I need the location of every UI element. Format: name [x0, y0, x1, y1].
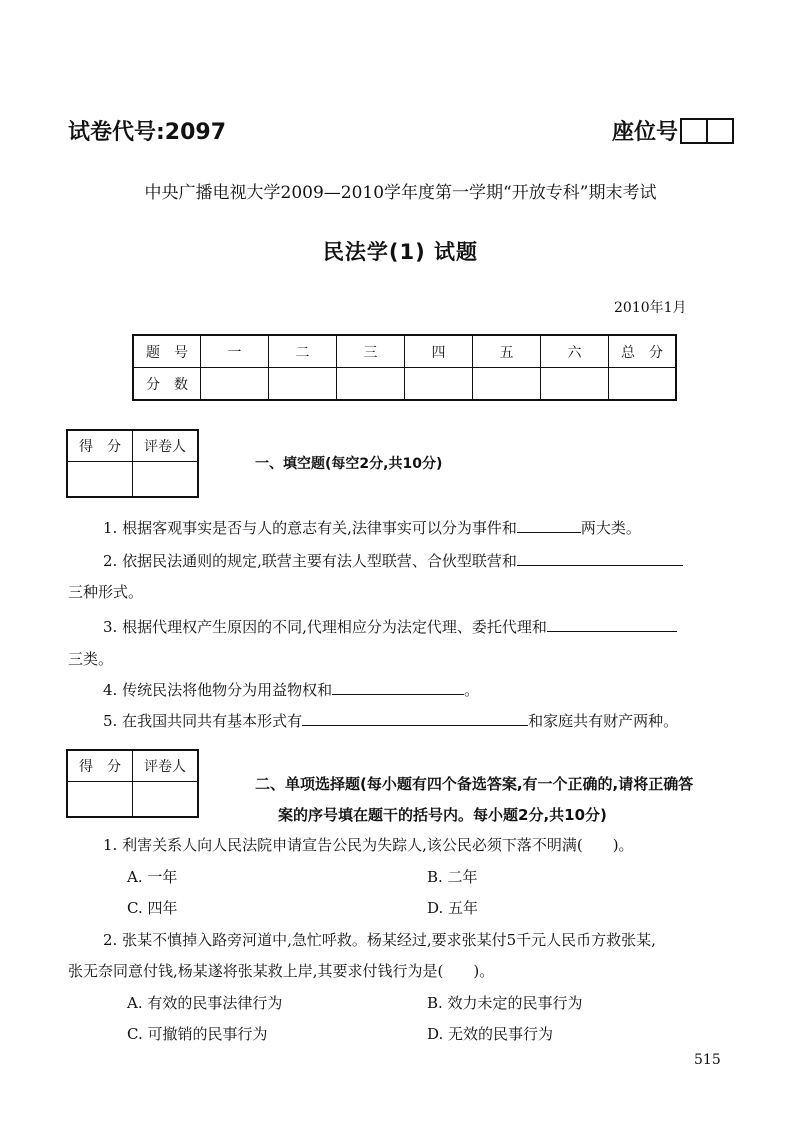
answer-blank[interactable] [517, 551, 683, 566]
s2-question-2-line1: 2. 张某不慎掉入路旁河道中,急忙呼救。杨某经过,要求张某付5千元人民币方救张某, [103, 931, 656, 949]
score-cell[interactable] [337, 368, 405, 401]
s2-q2-option-d[interactable]: D. 无效的民事行为 [427, 1025, 554, 1043]
exam-title: 民法学(1) 试题 [322, 240, 479, 264]
s2-q1-option-b[interactable]: B. 二年 [427, 868, 478, 886]
s2-question-2-line2: 张无奈同意付钱,杨某遂将张某救上岸,其要求付钱行为是( )。 [68, 962, 495, 980]
s2-q1-option-d[interactable]: D. 五年 [427, 899, 479, 917]
section1-title: 一、填空题(每空2分,共10分) [255, 456, 443, 472]
grader-box-1 [66, 429, 199, 498]
exam-header: 中央广播电视大学2009—2010学年度第一学期“开放专科”期末考试 [144, 183, 657, 203]
score-table-cell: 分 数 [133, 368, 201, 401]
grader-score-label: 得 分 [67, 430, 133, 462]
score-table-cell: 四 [405, 335, 473, 368]
score-table-cell: 一 [201, 335, 269, 368]
page-number: 515 [694, 1052, 721, 1068]
s1-question-5: 5. 在我国共同共有基本形式有 和家庭共有财产两种。 [103, 712, 679, 730]
grader-reviewer-label: 评卷人 [133, 750, 199, 782]
s2-q1-option-a[interactable]: A. 一年 [127, 868, 178, 886]
score-cell[interactable] [405, 368, 473, 401]
score-table-header-row [133, 335, 676, 368]
s2-q2-option-b[interactable]: B. 效力未定的民事行为 [427, 994, 583, 1012]
score-cell[interactable] [201, 368, 269, 401]
paper-code: 试卷代号:2097 [68, 120, 227, 145]
s1-question-3: 3. 根据代理权产生原因的不同,代理相应分为法定代理、委托代理和 [103, 617, 677, 636]
score-cell[interactable] [473, 368, 541, 401]
score-table-score-row [133, 368, 676, 401]
score-table-cell: 题 号 [133, 335, 201, 368]
score-table-cell: 五 [473, 335, 541, 368]
seat-label: 座位号 [612, 120, 679, 145]
answer-blank[interactable] [302, 711, 528, 726]
score-cell[interactable] [541, 368, 609, 401]
seat-number [612, 115, 734, 146]
answer-blank[interactable] [547, 617, 677, 632]
exam-date: 2010年1月 [614, 300, 687, 316]
answer-blank[interactable] [332, 680, 464, 695]
section2-title-line2: 案的序号填在题干的括号内。每小题2分,共10分) [278, 806, 607, 824]
score-table-cell: 六 [541, 335, 609, 368]
score-table-cell: 三 [337, 335, 405, 368]
grader-reviewer-cell[interactable] [133, 462, 199, 498]
score-cell[interactable] [609, 368, 677, 401]
score-table-cell: 总 分 [609, 335, 677, 368]
grader-reviewer-cell[interactable] [133, 782, 199, 818]
section2-title-line1: 二、单项选择题(每小题有四个备选答案,有一个正确的,请将正确答 [255, 775, 694, 793]
s1-question-2-cont: 三种形式。 [68, 583, 144, 601]
grader-score-cell[interactable] [67, 782, 133, 818]
score-table-cell: 二 [269, 335, 337, 368]
s2-q1-option-c[interactable]: C. 四年 [127, 899, 178, 917]
answer-blank[interactable] [517, 518, 581, 533]
score-cell[interactable] [269, 368, 337, 401]
score-table [132, 334, 677, 401]
s2-question-1: 1. 利害关系人向人民法院申请宣告公民为失踪人,该公民必须下落不明满( )。 [103, 836, 634, 854]
s1-question-2: 2. 依据民法通则的规定,联营主要有法人型联营、合伙型联营和 [103, 551, 683, 570]
grader-reviewer-label: 评卷人 [133, 430, 199, 462]
s2-q2-option-a[interactable]: A. 有效的民事法律行为 [127, 994, 283, 1012]
seat-box [680, 118, 734, 144]
s2-q2-option-c[interactable]: C. 可撤销的民事行为 [127, 1025, 268, 1043]
s1-question-3-cont: 三类。 [68, 650, 114, 668]
s1-question-4: 4. 传统民法将他物分为用益物权和 。 [103, 681, 480, 699]
s1-question-1: 1. 根据客观事实是否与人的意志有关,法律事实可以分为事件和 两大类。 [103, 519, 641, 537]
grader-score-label: 得 分 [67, 750, 133, 782]
grader-box-2 [66, 749, 199, 818]
grader-score-cell[interactable] [67, 462, 133, 498]
